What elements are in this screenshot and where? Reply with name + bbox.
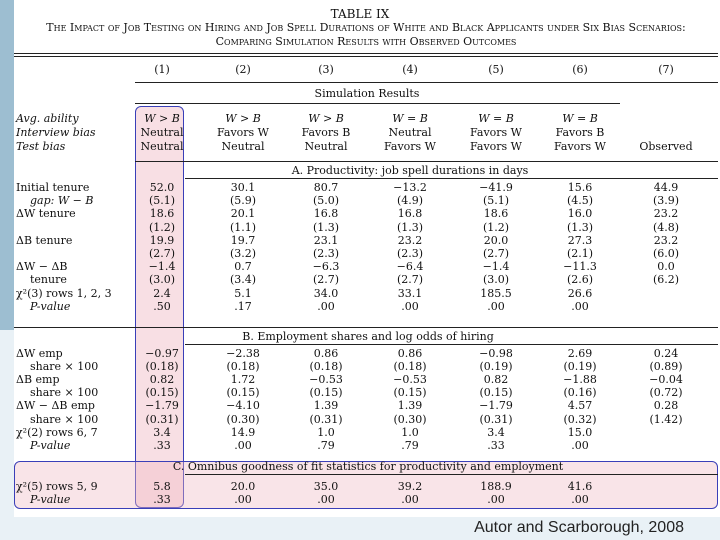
table-cell: −4.10 [226, 399, 260, 413]
scenario-header-cell: W = B [562, 112, 598, 125]
table-cell: −0.53 [309, 373, 343, 387]
table-cell: (2.7) [482, 247, 510, 260]
row-label: ΔW tenure [16, 207, 76, 221]
row-label: ΔW − ΔB emp [16, 399, 95, 413]
rule-panel-a [135, 161, 718, 162]
credit-text: Autor and Scarborough, 2008 [474, 519, 684, 536]
row-label: P-value [30, 438, 71, 452]
table-cell: 1.39 [397, 399, 423, 413]
table-cell: 18.6 [483, 207, 509, 221]
table-cell: (1.3) [396, 220, 424, 234]
table-cell: (6.2) [652, 273, 680, 287]
table-cell: (0.31) [479, 412, 513, 426]
table-cell: 1.39 [313, 399, 339, 413]
table-cell: (5.0) [312, 194, 340, 208]
table-cell: 3.4 [153, 425, 171, 439]
table-cell: 52.0 [149, 181, 175, 194]
table-cell: −6.4 [396, 260, 424, 274]
table-cell: 16.8 [313, 207, 339, 221]
table-cell: (0.19) [563, 360, 597, 374]
table-cell: 2.4 [153, 286, 171, 300]
table-cell: 26.6 [567, 286, 593, 300]
table-cell: (0.15) [226, 386, 260, 400]
table-cell: (1.42) [649, 412, 683, 426]
scenario-header-cell: W = B [392, 112, 428, 125]
table-cell: (5.9) [229, 194, 257, 208]
table-cell: 5.1 [234, 286, 252, 300]
table-cell: .00 [401, 493, 419, 506]
table-number: TABLE IX [330, 7, 390, 21]
scenario-header-cell: Favors W [384, 140, 436, 153]
table-cell: 20.0 [483, 233, 509, 247]
table-cell: 19.9 [149, 233, 175, 247]
table-cell: (2.6) [566, 273, 594, 287]
rule-panel-c [185, 474, 718, 475]
scenario-header-cell: Favors W [470, 126, 522, 139]
table-cell: 14.9 [230, 425, 256, 439]
table-cell: 0.82 [149, 373, 175, 387]
table-cell: −13.2 [393, 181, 427, 194]
table-cell: 185.5 [480, 286, 512, 300]
table-cell: (5.1) [148, 194, 176, 208]
table-cell: (4.8) [652, 220, 680, 234]
table-cell: .33 [487, 438, 505, 452]
row-label: share × 100 [30, 360, 99, 374]
scenario-header-cell: Neutral [304, 140, 348, 153]
left-panel-strip [0, 330, 14, 540]
row-label: ΔB emp [16, 373, 60, 387]
table-cell: (0.15) [145, 386, 179, 400]
row-label: χ²(3) rows 1, 2, 3 [16, 286, 112, 300]
table-cell: 27.3 [567, 233, 593, 247]
row-label: χ²(5) rows 5, 9 [16, 480, 98, 493]
rule-simulation-results [135, 103, 620, 104]
simulation-results-label: Simulation Results [314, 87, 420, 100]
table-cell: (0.31) [145, 412, 179, 426]
row-label: ΔW emp [16, 347, 63, 360]
table-cell: 35.0 [313, 480, 339, 493]
table-cell: (0.72) [649, 386, 683, 400]
table-cell: −1.88 [563, 373, 597, 387]
table-cell: (0.31) [309, 412, 343, 426]
table-cell: (1.3) [312, 220, 340, 234]
table-cell: 23.1 [313, 233, 339, 247]
table-cell: 23.2 [397, 233, 423, 247]
table-cell: .33 [153, 438, 171, 452]
table-cell: 0.24 [653, 347, 679, 360]
scenario-header-cell: W > B [144, 112, 180, 125]
panel-a-title: A. Productivity: job spell durations in days [291, 164, 529, 177]
table-cell: .79 [401, 438, 419, 452]
table-cell: −0.98 [479, 347, 513, 360]
row-label: ΔB tenure [16, 233, 73, 247]
table-cell: 39.2 [397, 480, 423, 493]
table-cell: (2.3) [312, 247, 340, 260]
table-cell: 41.6 [567, 480, 593, 493]
table-cell: .00 [234, 493, 252, 506]
column-number-3: (3) [318, 63, 334, 76]
row-label: P-value [30, 493, 71, 506]
table-cell: .33 [153, 493, 171, 506]
table-title-line-2: Comparing Simulation Results with Observed Outcomes [215, 35, 517, 48]
panel-b-title: B. Employment shares and log odds of hiring [242, 330, 494, 343]
table-cell: 44.9 [653, 181, 679, 194]
table-cell: .00 [234, 438, 252, 452]
table-cell: .00 [317, 299, 335, 313]
table-cell: (0.15) [479, 386, 513, 400]
scenario-header-cell: Neutral [388, 126, 432, 139]
table-cell: (2.7) [148, 247, 176, 260]
table-cell: (1.3) [566, 220, 594, 234]
scenario-header-cell: Neutral [140, 126, 184, 139]
scenario-header-cell: W = B [478, 112, 514, 125]
table-cell: 5.8 [153, 480, 171, 493]
column-number-1: (1) [154, 63, 170, 76]
row-label: ΔW − ΔB [16, 260, 68, 274]
rule-panel-b-bottom [185, 344, 718, 345]
table-cell: −1.79 [145, 399, 179, 413]
table-cell: −0.97 [145, 347, 179, 360]
table-cell: −6.3 [312, 260, 340, 274]
table-cell: 188.9 [480, 480, 512, 493]
row-label: tenure [30, 273, 67, 287]
table-cell: 0.28 [653, 399, 679, 413]
table-cell: (2.3) [396, 247, 424, 260]
table-cell: 16.8 [397, 207, 423, 221]
table-cell: .00 [571, 438, 589, 452]
scenario-header-cell: Favors B [555, 126, 605, 139]
table-cell: (0.89) [649, 360, 683, 374]
table-cell: (1.2) [148, 220, 176, 234]
table-cell: −0.53 [393, 373, 427, 387]
table-cell: −1.4 [148, 260, 176, 274]
table-cell: (3.0) [148, 273, 176, 287]
rule-top-double [14, 56, 718, 57]
scenario-header-cell: Favors W [470, 140, 522, 153]
table-cell: .50 [153, 299, 171, 313]
table-cell: .79 [317, 438, 335, 452]
rule-panel-b [14, 327, 718, 328]
table-cell: 33.1 [397, 286, 423, 300]
table-cell: .00 [487, 493, 505, 506]
table-cell: (4.9) [396, 194, 424, 208]
table-cell: (0.15) [309, 386, 343, 400]
scenario-header-cell: Favors B [301, 126, 351, 139]
scenario-header-cell: Neutral [140, 140, 184, 153]
table-cell: (0.18) [393, 360, 427, 374]
table-cell: (3.2) [229, 247, 257, 260]
table-cell: .00 [571, 493, 589, 506]
table-cell: (0.18) [145, 360, 179, 374]
table-cell: (0.18) [309, 360, 343, 374]
table-cell: 20.0 [230, 480, 256, 493]
scenario-header-cell: Observed [639, 140, 693, 153]
table-cell: (0.30) [226, 412, 260, 426]
table-cell: 30.1 [230, 181, 256, 194]
table-cell: 34.0 [313, 286, 339, 300]
table-cell: (5.1) [482, 194, 510, 208]
column-number-4: (4) [402, 63, 418, 76]
panel-c-title: C. Omnibus goodness of fit statistics for productivity and employment [172, 460, 564, 473]
stub-label: Interview bias [16, 126, 96, 139]
table-cell: (6.0) [652, 247, 680, 260]
table-cell: (0.32) [563, 412, 597, 426]
scenario-header-cell: Neutral [221, 140, 265, 153]
table-cell: −1.79 [479, 399, 513, 413]
row-label: gap: W − B [30, 194, 94, 208]
table-cell: 0.0 [657, 260, 675, 274]
table-cell: −1.4 [482, 260, 510, 274]
table-cell: 1.0 [401, 425, 419, 439]
row-label: share × 100 [30, 386, 99, 400]
table-cell: (0.18) [226, 360, 260, 374]
table-cell: .17 [234, 299, 252, 313]
table-cell: −0.04 [649, 373, 683, 387]
rule-panel-a-bottom [185, 178, 718, 179]
table-cell: 23.2 [653, 233, 679, 247]
table-cell: 15.0 [567, 425, 593, 439]
table-cell: .00 [571, 299, 589, 313]
row-label: share × 100 [30, 412, 99, 426]
table-cell: 0.86 [313, 347, 339, 360]
table-cell: 1.72 [230, 373, 256, 387]
table-cell: 3.4 [487, 425, 505, 439]
table-cell: (0.15) [393, 386, 427, 400]
table-cell: (4.5) [566, 194, 594, 208]
table-cell: 80.7 [313, 181, 339, 194]
table-cell: (2.7) [312, 273, 340, 287]
scenario-header-cell: W > B [225, 112, 261, 125]
column-number-5: (5) [488, 63, 504, 76]
table-cell: 15.6 [567, 181, 593, 194]
table-cell: 18.6 [149, 207, 175, 221]
column-number-2: (2) [235, 63, 251, 76]
table-cell: .00 [487, 299, 505, 313]
table-cell: −2.38 [226, 347, 260, 360]
table-cell: 19.7 [230, 233, 256, 247]
stub-label: Test bias [16, 140, 66, 153]
table-cell: −11.3 [563, 260, 597, 274]
row-label: χ²(2) rows 6, 7 [16, 425, 98, 439]
column-number-6: (6) [572, 63, 588, 76]
rule-col-numbers [135, 82, 718, 83]
table-cell: 1.0 [317, 425, 335, 439]
table-title-line-1: The Impact of Job Testing on Hiring and Job Spell Durations of White and Black Applicants under Six Bias Scenarios: [46, 21, 686, 34]
table-cell: (0.19) [479, 360, 513, 374]
table-cell: (1.1) [229, 220, 257, 234]
rule-top [14, 53, 718, 54]
table-cell: (3.4) [229, 273, 257, 287]
table-cell: 2.69 [567, 347, 593, 360]
table-cell: .00 [317, 493, 335, 506]
scenario-header-cell: Favors W [217, 126, 269, 139]
table-cell: −41.9 [479, 181, 513, 194]
table-cell: (3.9) [652, 194, 680, 208]
table-cell: 23.2 [653, 207, 679, 221]
table-cell: (3.0) [482, 273, 510, 287]
table-cell: (2.7) [396, 273, 424, 287]
row-label: Initial tenure [16, 181, 90, 194]
scenario-header-cell: Favors W [554, 140, 606, 153]
table-cell: (0.30) [393, 412, 427, 426]
table-cell: 20.1 [230, 207, 256, 221]
table-cell: 4.57 [567, 399, 593, 413]
column-number-7: (7) [658, 63, 674, 76]
table-cell: 0.7 [234, 260, 252, 274]
row-label: P-value [30, 299, 71, 313]
table-cell: (2.1) [566, 247, 594, 260]
table-cell: (0.16) [563, 386, 597, 400]
table-cell: 0.82 [483, 373, 509, 387]
table-cell: 0.86 [397, 347, 423, 360]
scenario-header-cell: W > B [308, 112, 344, 125]
stub-label: Avg. ability [16, 112, 79, 125]
table-cell: .00 [401, 299, 419, 313]
table-cell: (1.2) [482, 220, 510, 234]
table-cell: 16.0 [567, 207, 593, 221]
